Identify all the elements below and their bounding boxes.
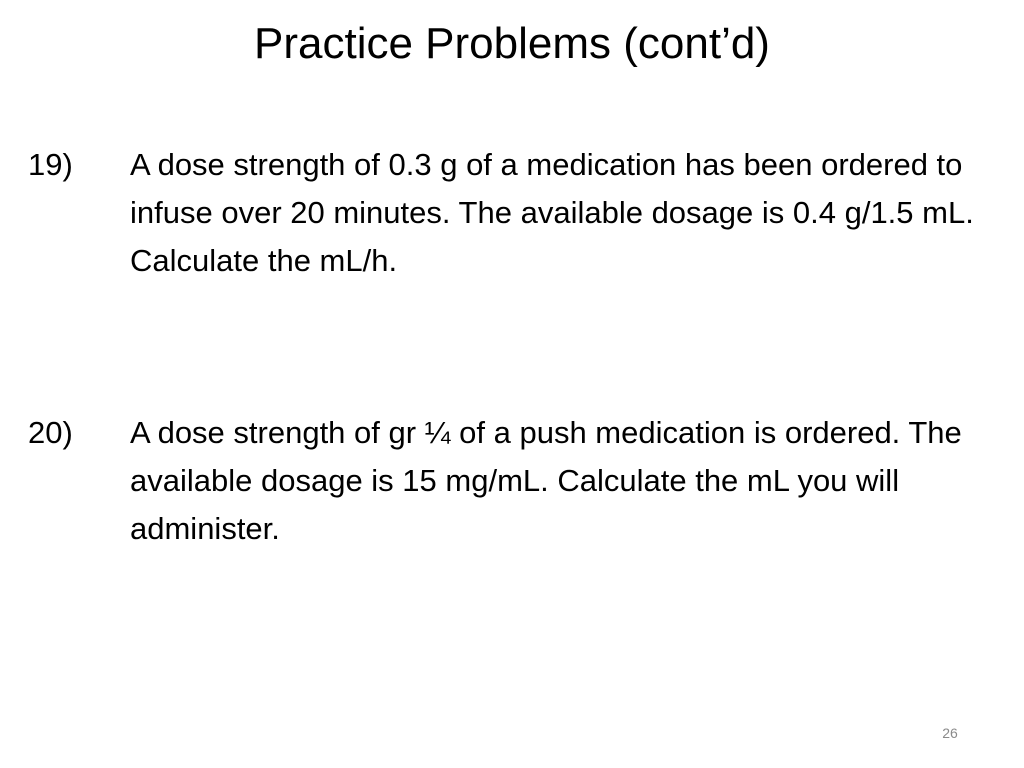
problem-19-text: A dose strength of 0.3 g of a medication has been ordered to infuse over 20 minutes. The available dosage is 0.4 g/1.5 mL. Calculate the mL/h. (130, 147, 974, 278)
slide-title: Practice Problems (cont’d) (254, 19, 770, 68)
slide-number: 26 (942, 725, 958, 741)
problem-19-number: 19) (28, 147, 73, 182)
problem-20 (28, 409, 998, 553)
problem-20-text: A dose strength of gr ¼ of a push medication is ordered. The available dosage is 15 mg/mL. Calculate the mL you will administer. (130, 415, 962, 546)
problem-19 (28, 141, 998, 285)
problem-20-number: 20) (28, 415, 73, 450)
